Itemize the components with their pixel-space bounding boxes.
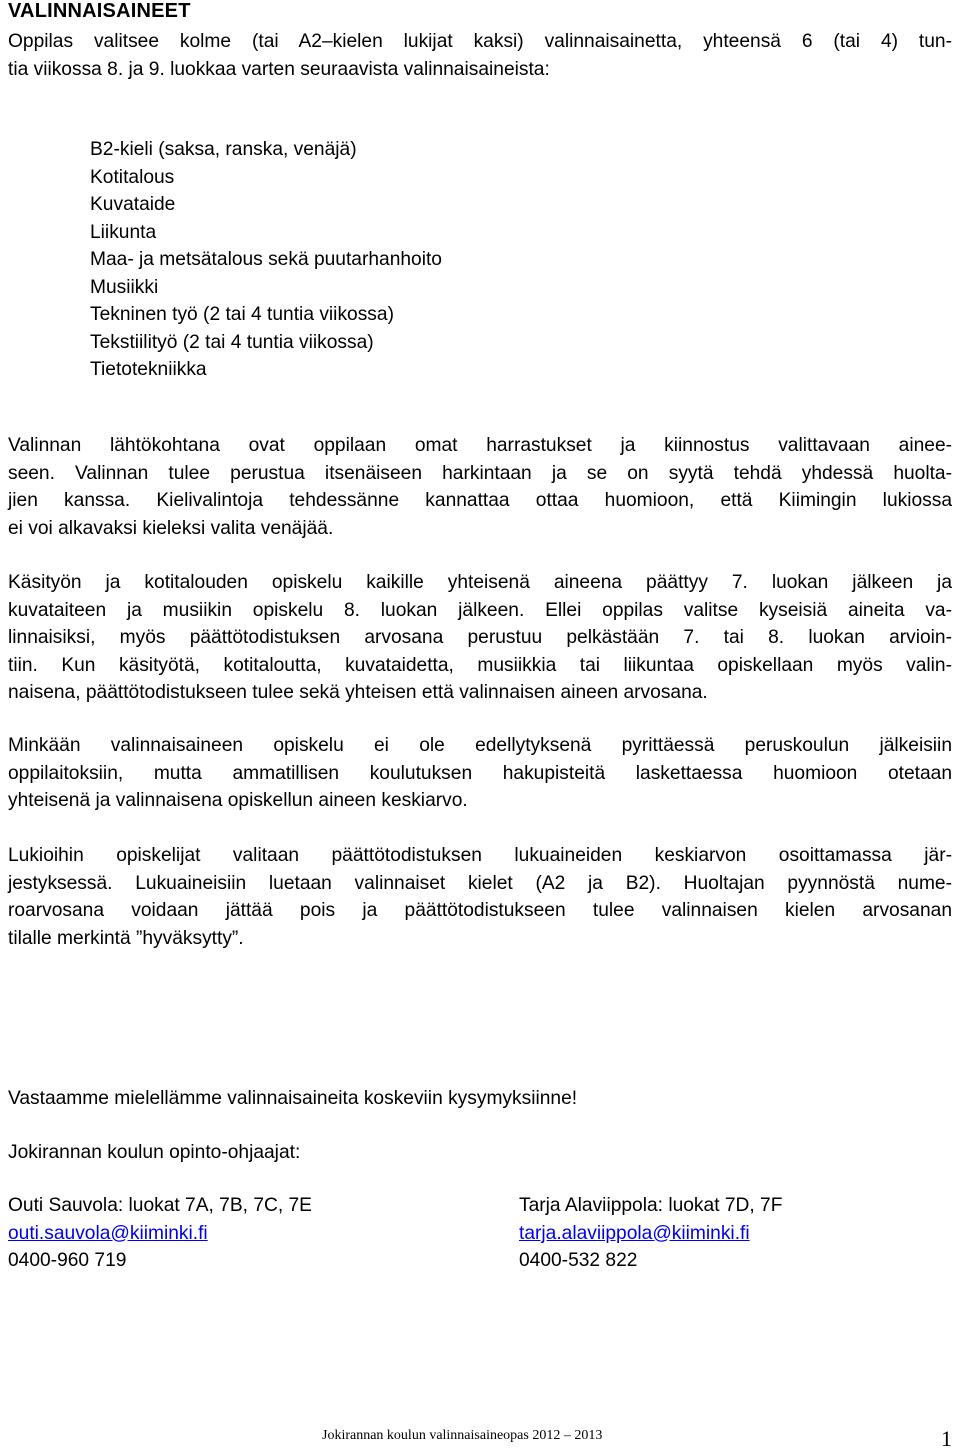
paragraph-line: Lukioihin opiskelijat valitaan päättötodistuksen lukuaineiden keskiarvon osoittamassa jär- — [8, 845, 952, 866]
closing-text — [8, 1085, 952, 1113]
subject-item: Tekninen työ (2 tai 4 tuntia viikossa) — [90, 304, 394, 325]
footer-text: Jokirannan koulun valinnaisaineopas 2012 – 2013 — [322, 1428, 603, 1443]
paragraph-line: linnaisiksi, myös päättötodistuksen arvosana perustuu pelkästään 7. tai 8. luokan arvioin- — [8, 627, 952, 648]
intro-line: tia viikossa 8. ja 9. luokkaa varten seuraavista valinnaisaineista: — [8, 58, 550, 80]
counselor-name: Outi Sauvola: luokat 7A, 7B, 7C, 7E — [8, 1195, 312, 1216]
paragraph-line: yhteisenä ja valinnaisena opiskellun aineen keskiarvo. — [8, 790, 468, 811]
paragraph-line: jestyksessä. Lukuaineisiin luetaan valinnaiset kielet (A2 ja B2). Huoltajan pyynnöstä nume- — [8, 872, 952, 894]
subject-item: Maa- ja metsätalous sekä puutarhanhoito — [90, 249, 442, 270]
counselor-email-link[interactable]: tarja.alaviippola@kiiminki.fi — [519, 1222, 750, 1244]
subject-item: Liikunta — [90, 221, 157, 243]
counselor-contact-1 — [8, 1192, 312, 1275]
paragraph-line: naisena, päättötodistukseen tulee sekä yhteisen että valinnaisen aineen arvosana. — [8, 682, 708, 703]
page-number: 1 — [941, 1426, 952, 1451]
paragraph-line: kuvataiteen ja musiikin opiskelu 8. luokan jälkeen. Ellei oppilas valitse kyseisiä aineita va- — [8, 599, 952, 621]
page-title: VALINNAISAINEET — [8, 0, 191, 22]
paragraph-line: Minkään valinnaisaineen opiskelu ei ole edellytyksenä pyrittäessä peruskoulun jälkeisiin — [8, 735, 952, 756]
counselor-name: Tarja Alaviippola: luokat 7D, 7F — [519, 1195, 783, 1216]
subject-item: Kotitalous — [90, 166, 175, 188]
further-studies-paragraph — [8, 732, 952, 815]
paragraph-line: ei voi alkavaksi kieleksi valita venäjää. — [8, 517, 334, 539]
subject-item: Kuvataide — [90, 194, 176, 215]
intro-line: Oppilas valitsee kolme (tai A2–kielen lukijat kaksi) valinnaisainetta, yhteensä 6 (tai 4) tun- — [8, 31, 952, 52]
counselors-heading-line: Jokirannan koulun opinto-ohjaajat: — [8, 1142, 301, 1163]
counselor-contact-2 — [519, 1192, 782, 1275]
choice-basis-paragraph — [8, 432, 952, 542]
paragraph-line: Valinnan lähtökohtana ovat oppilaan omat harrastukset ja kiinnostus valittavaan ainee- — [8, 435, 952, 456]
subject-list — [90, 136, 442, 384]
counselor-email-link[interactable]: outi.sauvola@kiiminki.fi — [8, 1222, 208, 1244]
upper-secondary-paragraph — [8, 842, 952, 952]
subject-item: Musiikki — [90, 276, 159, 298]
paragraph-line: oppilaitoksiin, mutta ammatillisen koulutuksen hakupisteitä laskettaessa huomioon otetaan — [8, 762, 952, 784]
subject-item: Tietotekniikka — [90, 359, 207, 380]
closing-line: Vastaamme mielellämme valinnaisaineita koskeviin kysymyksiinne! — [8, 1088, 578, 1109]
counselor-phone: 0400-532 822 — [519, 1250, 638, 1271]
paragraph-line: Käsityön ja kotitalouden opiskelu kaikille yhteisenä aineena päättyy 7. luokan jälkeen ja — [8, 572, 952, 593]
paragraph-line: tilalle merkintä ”hyväksytty”. — [8, 927, 244, 949]
paragraph-line: tiin. Kun käsityötä, kotitaloutta, kuvataidetta, musiikkia tai liikuntaa opiskellaan myös valin- — [8, 654, 952, 676]
subject-item: B2-kieli (saksa, ranska, venäjä) — [90, 139, 357, 160]
intro-paragraph — [8, 28, 952, 83]
counselor-phone: 0400-960 719 — [8, 1250, 127, 1271]
paragraph-line: seen. Valinnan tulee perustua itsenäiseen harkintaan ja se on syytä tehdä yhdessä huolta- — [8, 462, 952, 484]
paragraph-line: roarvosana voidaan jättää pois ja päättötodistukseen tulee valinnaisen kielen arvosanan — [8, 900, 952, 921]
paragraph-line: jien kanssa. Kielivalintoja tehdessänne kannattaa ottaa huomioon, että Kiimingin lukiossa — [8, 490, 952, 511]
grading-paragraph — [8, 569, 952, 707]
counselors-heading — [8, 1139, 952, 1167]
subject-item: Tekstiilityö (2 tai 4 tuntia viikossa) — [90, 331, 374, 353]
